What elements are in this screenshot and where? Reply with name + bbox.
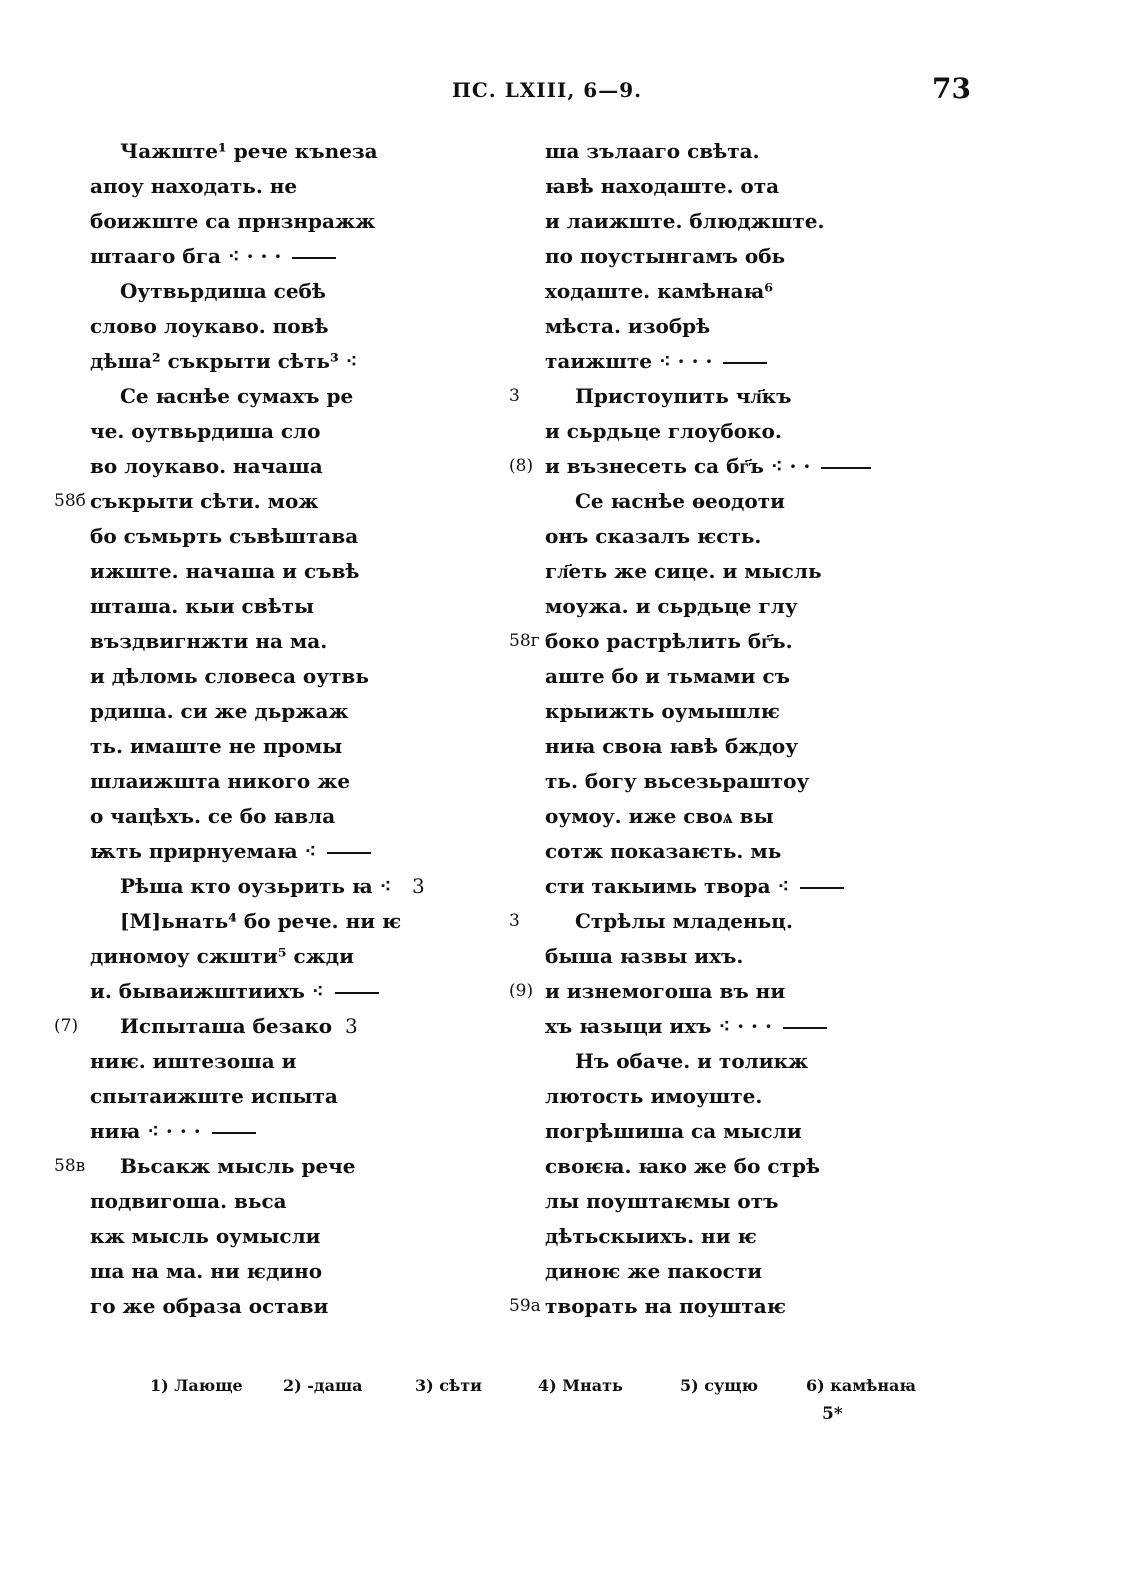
text-line: онъ сказалъ ѥсть. [545, 524, 762, 548]
dash-ornament [723, 362, 767, 364]
margin-note: 3 [345, 1014, 358, 1038]
text-line: дѣша² съкрыти сѣть³ ⁖ [90, 349, 358, 373]
text-line: дѣтьскыихъ. ни ѥ [545, 1224, 757, 1248]
text-line: лы поуштаѥмы отъ [545, 1189, 779, 1213]
text-line: ѭть прирнуемаꙗ ⁖ [90, 834, 420, 869]
text-line: по поустынгамъ обь [545, 244, 786, 268]
dash-ornament [335, 992, 379, 994]
footnote: 5) сущю [680, 1376, 758, 1395]
text-line: аште бо и тьмами съ [545, 664, 790, 688]
text-line: слово лоукаво. повѣ [90, 314, 329, 338]
text-line: Оутвьрдиша себѣ [120, 279, 326, 303]
text-line: погрѣшиша са мысли [545, 1119, 802, 1143]
text-line: диномоу сжшти⁵ сжди [90, 944, 354, 968]
text-line: 58г боко растрѣлить бг҃ъ. [545, 624, 875, 659]
dash-ornament [783, 1027, 827, 1029]
text-line: кж мысль оумысли [90, 1224, 321, 1248]
text-line: моужа. и сьрдьце глу [545, 594, 798, 618]
text-line: (8) и възнесеть са бг҃ъ ⁖ · · [545, 449, 875, 484]
running-header: ПС. LXIII, 6—9. [452, 78, 643, 102]
text-line: Чажште¹ рече къneза [120, 139, 378, 163]
text-line: ть. имаште не промы [90, 734, 343, 758]
text-line: бо съмьрть съвѣштава [90, 524, 359, 548]
text-line: крыижть оумышлѥ [545, 699, 780, 723]
margin-note: 59а [509, 1296, 541, 1316]
text-line: рдиша. си же дьржаж [90, 699, 349, 723]
dash-ornament [821, 467, 871, 469]
text-line: ниѥ. иштезоша и [90, 1049, 297, 1073]
text-line: шлаижшта никого же [90, 769, 351, 793]
footnote: 3) сѣти [415, 1376, 483, 1395]
text-line: подвигоша. вьса [90, 1189, 287, 1213]
text-line: ниꙗ ⁖ · · · [90, 1114, 420, 1149]
text-line: хъ ꙗзыци ихъ ⁖ · · · [545, 1009, 875, 1044]
text-line: ниꙗ своꙗ ꙗвѣ бждоу [545, 734, 799, 758]
text-line: и дѣломь словеса оутвь [90, 664, 369, 688]
margin-note: 58б [54, 491, 86, 511]
right-column [509, 134, 875, 1324]
text-line: штааго бга ⁖ · · · [90, 239, 420, 274]
text-line: 58б съкрыти сѣти. мож [90, 484, 420, 519]
text-line: боижште са прнзнражж [90, 209, 376, 233]
margin-note: 58в [54, 1156, 86, 1176]
text-line: быша ꙗзвы ихъ. [545, 944, 744, 968]
footnote: 4) Мнать [538, 1376, 623, 1395]
text-line: во лоукаво. начаша [90, 454, 323, 478]
text-line: 3 Стрѣлы младеньц. [545, 904, 875, 939]
dash-ornament [327, 852, 371, 854]
text-line: ша на ма. ни ѥдино [90, 1259, 323, 1283]
page-number: 73 [932, 72, 971, 105]
text-line: сотж показаѥть. мь [545, 839, 782, 863]
signature-mark: 5* [822, 1404, 843, 1424]
margin-note: 3 [509, 911, 520, 931]
footnote: 6) камѣнаꙗ [806, 1376, 917, 1395]
text-line: и. бываижштиихъ ⁖ [90, 974, 420, 1009]
text-line: своѥꙗ. ꙗко же бо стрѣ [545, 1154, 821, 1178]
dash-ornament [292, 257, 336, 259]
text-line: гл҃еть же сице. и мысль [545, 559, 822, 583]
text-line: (9) и изнемогоша въ ни [545, 974, 875, 1009]
text-line: Се ꙗснѣе ѳеодоти [575, 489, 785, 513]
footnote: 2) -даша [283, 1376, 363, 1395]
margin-note: (7) [54, 1016, 79, 1036]
text-line: и лаижште. блюджште. [545, 209, 825, 233]
text-line: го же образа остави [90, 1294, 329, 1318]
text-line: ть. богу вьсезьраштоу [545, 769, 810, 793]
text-line: Се ꙗснѣе сумахъ ре [120, 384, 354, 408]
text-line: спытаижште испыта [90, 1084, 338, 1108]
text-line: сти такыимь твора ⁖ [545, 869, 875, 904]
text-line: лютость имоуште. [545, 1084, 763, 1108]
margin-note: 3 [412, 874, 425, 898]
dash-ornament [800, 887, 844, 889]
margin-note: 58г [509, 631, 540, 651]
text-line: таижште ⁖ · · · [545, 344, 875, 379]
text-line: 3 Пристоупить чл҃къ [545, 379, 875, 414]
text-line: 58в Вьсакж мысль рече [90, 1149, 420, 1184]
text-line: 59а творать на поуштаѥ [545, 1289, 875, 1324]
text-line: ходаште. камѣнаꙗ⁶ [545, 279, 774, 303]
text-line: (7) Испыташа безако 3 [90, 1009, 420, 1044]
dash-ornament [212, 1132, 256, 1134]
text-line: мѣста. изобрѣ [545, 314, 711, 338]
text-line: [М]ьнать⁴ бо рече. ни ѥ [120, 909, 402, 933]
left-column [54, 134, 425, 1324]
footnotes [150, 1376, 917, 1404]
text-line: о чацѣхъ. се бо ꙗвла [90, 804, 336, 828]
text-line: шташа. кыи свѣты [90, 594, 315, 618]
text-line: ижште. начаша и съвѣ [90, 559, 360, 583]
text-line: че. оутвьрдиша сло [90, 419, 321, 443]
margin-note: 3 [509, 386, 520, 406]
text-line: ша зълааго свѣта. [545, 139, 760, 163]
text-line: въздвигнжти на ма. [90, 629, 328, 653]
text-line: апоу находать. не [90, 174, 298, 198]
text-line: и сьрдьце глоубоко. [545, 419, 782, 443]
text-line: ꙗвѣ находаште. ота [545, 174, 780, 198]
margin-note: (9) [509, 981, 534, 1001]
text-line: диноѥ же пакости [545, 1259, 763, 1283]
text-line: Рѣша кто оузьрить ꙗ ⁖ 3 [90, 869, 420, 904]
text-line: Нъ обаче. и толикж [575, 1049, 809, 1073]
text-line: оумоу. иже своѧ вы [545, 804, 774, 828]
margin-note: (8) [509, 456, 534, 476]
footnote: 1) Лающе [150, 1376, 243, 1395]
